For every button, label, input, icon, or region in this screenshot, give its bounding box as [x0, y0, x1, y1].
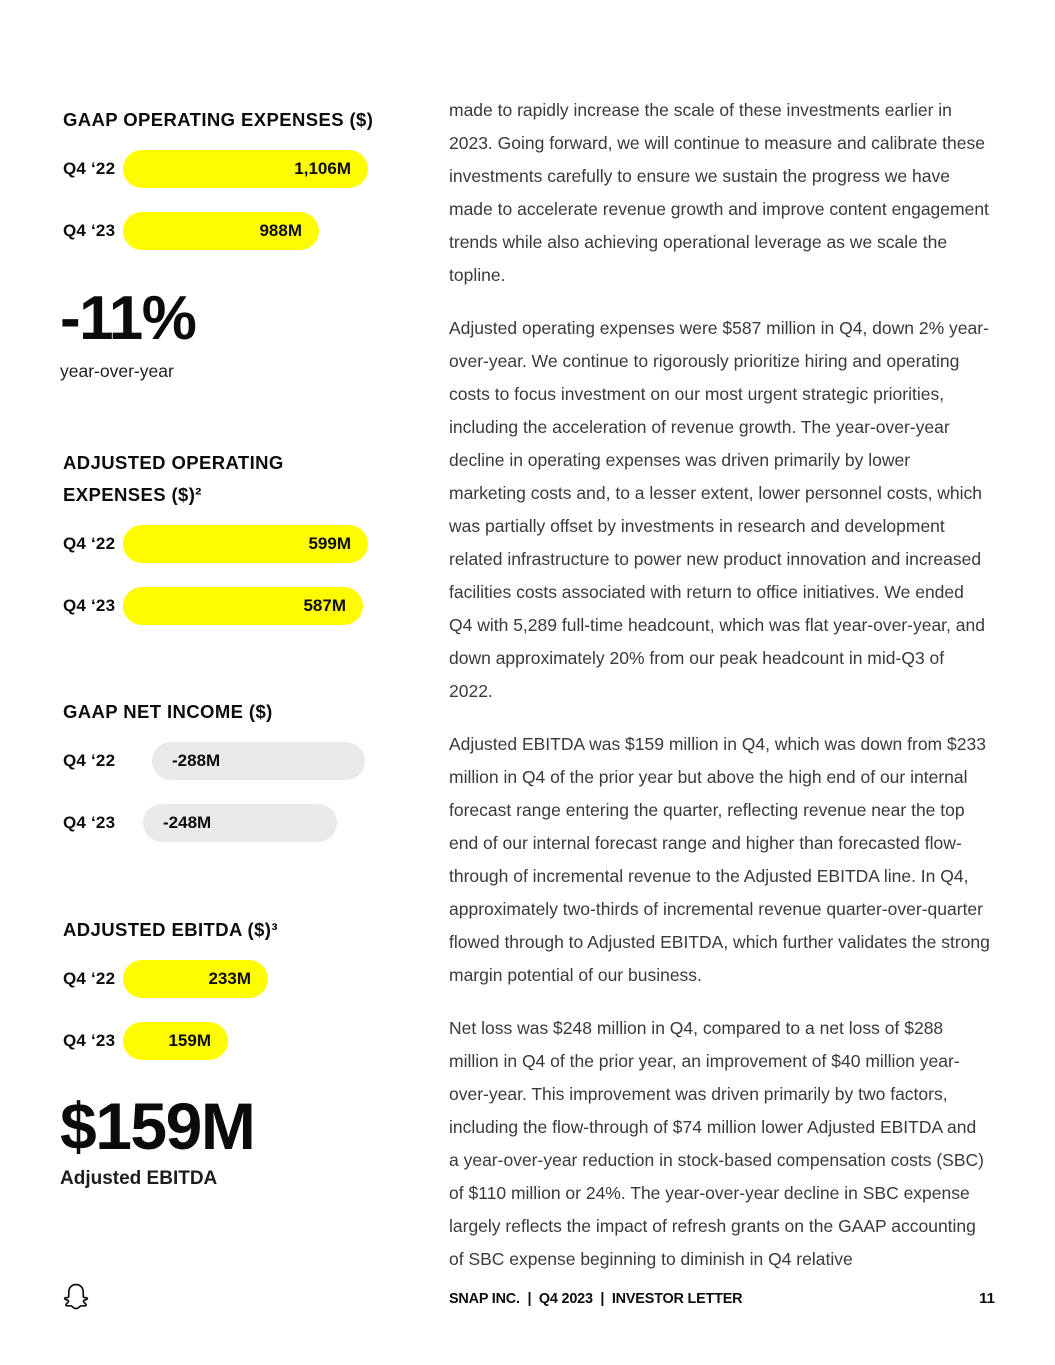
chart-section-adjusted-operating-expenses [63, 447, 403, 649]
chart-row [63, 150, 403, 188]
chart-title [63, 914, 403, 946]
body-paragraph: Net loss was $248 million in Q4, compared to a net loss of $288 million in Q4 of the prior year, an improvement of $40 million year-over-year. This improvement was driven primarily by two factors, including the flow-through of $74 million lower Adjusted EBITDA and a year-over-year reduction in stock-based compensation costs (SBC) of $110 million or 24%. The year-over-year decline in SBC expense largely reflects the impact of refresh grants on the GAAP accounting of SBC expense beginning to diminish in Q4 relative [449, 1018, 984, 1269]
chart-title-line: ADJUSTED OPERATING [63, 452, 284, 473]
bar [123, 587, 363, 625]
bar-value-label: 599M [308, 534, 351, 553]
chart-rows [63, 960, 403, 1060]
chart-rows [63, 742, 403, 842]
bar [123, 212, 319, 250]
chart-section-adjusted-ebitda [63, 914, 403, 1084]
chart-title [63, 696, 403, 728]
body-text-column [449, 94, 990, 1296]
chart-title [63, 447, 403, 511]
bar-value-label: -288M [172, 751, 221, 770]
stat-value: -11% [60, 284, 196, 353]
chart-row [63, 960, 403, 998]
body-paragraph: made to rapidly increase the scale of these investments earlier in 2023. Going forward, we will continue to measure and calibrate these investments carefully to ensure we sustain the progress we have made to accelerate revenue growth and improve content engagement trends while also achieving operational leverage as we scale the topline. [449, 100, 989, 285]
chart-section-gaap-operating-expenses [63, 104, 403, 274]
bar-value-label: 1,106M [294, 159, 351, 178]
chart-section-gaap-net-income [63, 696, 403, 866]
bar-value-label: 233M [208, 969, 251, 988]
bar [123, 525, 368, 563]
chart-title-line: EXPENSES ($)² [63, 484, 202, 505]
bar-value-label: 159M [168, 1031, 211, 1050]
bar-value-label: 988M [259, 221, 302, 240]
bar-category-label: Q4 ‘22 [63, 534, 116, 553]
bar-value-label: 587M [303, 596, 346, 615]
chart-title-line: ADJUSTED EBITDA ($)³ [63, 919, 278, 940]
chart-title [63, 104, 403, 136]
bar-value-label: -248M [163, 813, 212, 832]
bar [152, 742, 365, 780]
chart-title-line: GAAP NET INCOME ($) [63, 701, 273, 722]
stat-label: Adjusted EBITDA [60, 1168, 218, 1189]
bar-category-label: Q4 ‘22 [63, 751, 116, 770]
chart-rows [63, 525, 403, 625]
bar-category-label: Q4 ‘23 [63, 1031, 116, 1050]
chart-row [63, 525, 403, 563]
body-paragraph: Adjusted EBITDA was $159 million in Q4, which was down from $233 million in Q4 of the prior year but above the high end of our internal forecast range entering the quarter, reflecting revenue near the top end of our internal forecast range and higher than forecasted flow-through of incremental revenue to the Adjusted EBITDA line. In Q4, approximately two-thirds of incremental revenue quarter-over-quarter flowed through to Adjusted EBITDA, which further validates the strong margin potential of our business. [449, 734, 990, 985]
chart-row [63, 587, 403, 625]
footer-text: SNAP INC. | Q4 2023 | INVESTOR LETTER [449, 1290, 743, 1307]
body-paragraph: Adjusted operating expenses were $587 million in Q4, down 2% year-over-year. We continue to rigorously prioritize hiring and operating costs to focus investment on our most urgent strategic priorities, including the acceleration of revenue growth. The year-over-year decline in operating expenses was driven primarily by lower marketing costs and, to a lesser extent, lower personnel costs, which was partially offset by investments in research and development related infrastructure to power new product innovation and increased facilities costs associated with return to office initiatives. We ended Q4 with 5,289 full-time headcount, which was flat year-over-year, and down approximately 20% from our peak headcount in mid-Q3 of 2022. [449, 318, 989, 701]
stat-adjusted-ebitda [60, 1089, 255, 1190]
bar-category-label: Q4 ‘23 [63, 596, 116, 615]
chart-row [63, 804, 403, 842]
stat-yoy-change [60, 284, 196, 382]
bar-category-label: Q4 ‘22 [63, 159, 116, 178]
bar [123, 960, 268, 998]
chart-rows [63, 150, 403, 250]
bar [143, 804, 337, 842]
chart-row [63, 742, 403, 780]
bar [123, 1022, 228, 1060]
chart-title-line: GAAP OPERATING EXPENSES ($) [63, 109, 374, 130]
stat-label: year-over-year [60, 361, 174, 381]
bar-category-label: Q4 ‘23 [63, 221, 116, 240]
page-number: 11 [979, 1290, 995, 1307]
snapchat-ghost-icon [60, 1279, 92, 1316]
stat-value: $159M [60, 1089, 255, 1163]
chart-row [63, 1022, 403, 1060]
chart-row [63, 212, 403, 250]
bar [123, 150, 368, 188]
bar-category-label: Q4 ‘22 [63, 969, 116, 988]
bar-category-label: Q4 ‘23 [63, 813, 116, 832]
